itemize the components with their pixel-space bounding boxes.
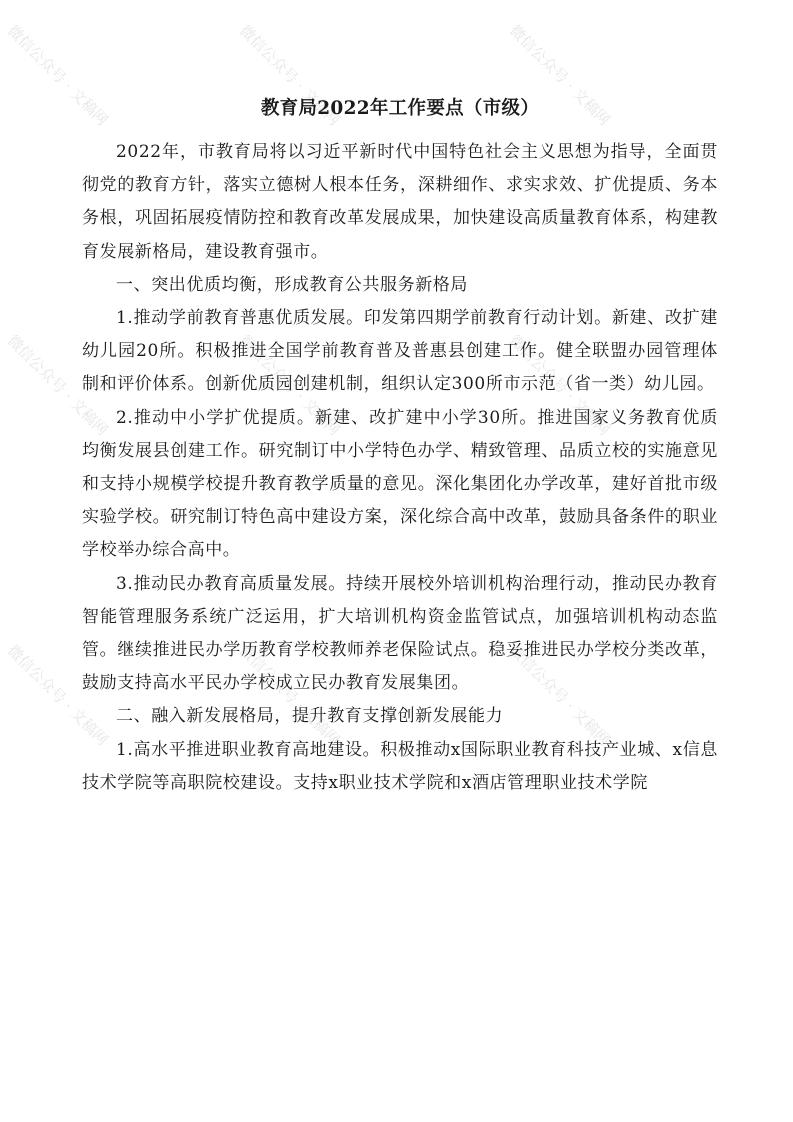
item-paragraph: 3.推动民办教育高质量发展。持续开展校外培训机构治理行动，推动民办教育智能管理服务系统广泛运用，扩大培训机构资金监管试点，加强培训机构动态监管。继续推进民办学历教育学校教师养老保险试点。稳妥推进民办学校分类改革，鼓励支持高水平民办学校成立民办教育发展集团。 [82, 573, 718, 694]
watermark-text: 微信公众号 · 文稿网 [235, 331, 344, 440]
watermark-text: 微信公众号 · 文稿网 [3, 331, 112, 440]
watermark-text: 微信公众号 · 文稿网 [505, 641, 614, 750]
document-body [82, 96, 718, 800]
watermark-text: 微信公众号 · 文稿网 [505, 331, 614, 440]
item-paragraph: 1.高水平推进职业教育高地建设。积极推动x国际职业教育科技产业城、x信息技术学院等高职院校建设。支持x职业技术学院和x酒店管理职业技术学院 [82, 739, 718, 793]
item-paragraph: 1.推动学前教育普惠优质发展。印发第四期学前教育行动计划。新建、改扩建幼儿园20所。积极推进全国学前教育普及普惠县创建工作。健全联盟办园管理体制和评价体系。创新优质园创建机制，组织认定300所市示范（省一类）幼儿园。 [82, 308, 718, 395]
item-paragraph: 2.推动中小学扩优提质。新建、改扩建中小学30所。推进国家义务教育优质均衡发展县创建工作。研究制订中小学特色办学、精致管理、品质立校的实施意见和支持小规模学校提升教育教学质量的意见。深化集团化办学改革，建好首批市级实验学校。研究制订特色高中建设方案，深化综合高中改革，鼓励具备条件的职业学校举办综合高中。 [82, 407, 718, 561]
section-heading-1: 一、突出优质均衡，形成教育公共服务新格局 [116, 274, 468, 295]
watermark-text: 微信公众号 · 文稿网 [505, 21, 614, 130]
intro-paragraph: 2022年，市教育局将以习近平新时代中国特色社会主义思想为指导，全面贯彻党的教育方针，落实立德树人根本任务，深耕细作、求实求效、扩优提质、务本务根，巩固拓展疫情防控和教育改革发展成果，加快建设高质量教育体系，构建教育发展新格局，建设教育强市。 [82, 142, 718, 262]
watermark-text: 微信公众号 · 文稿网 [235, 641, 344, 750]
section-heading-2: 二、融入新发展格局，提升教育支撑创新发展能力 [116, 706, 504, 727]
watermark-text: 微信公众号 · 文稿网 [235, 21, 344, 130]
watermark-text: 微信公众号 · 文稿网 [3, 21, 112, 130]
watermark-text: 微信公众号 · 文稿网 [3, 641, 112, 750]
document-title: 教育局2022年工作要点（市级） [260, 98, 540, 119]
